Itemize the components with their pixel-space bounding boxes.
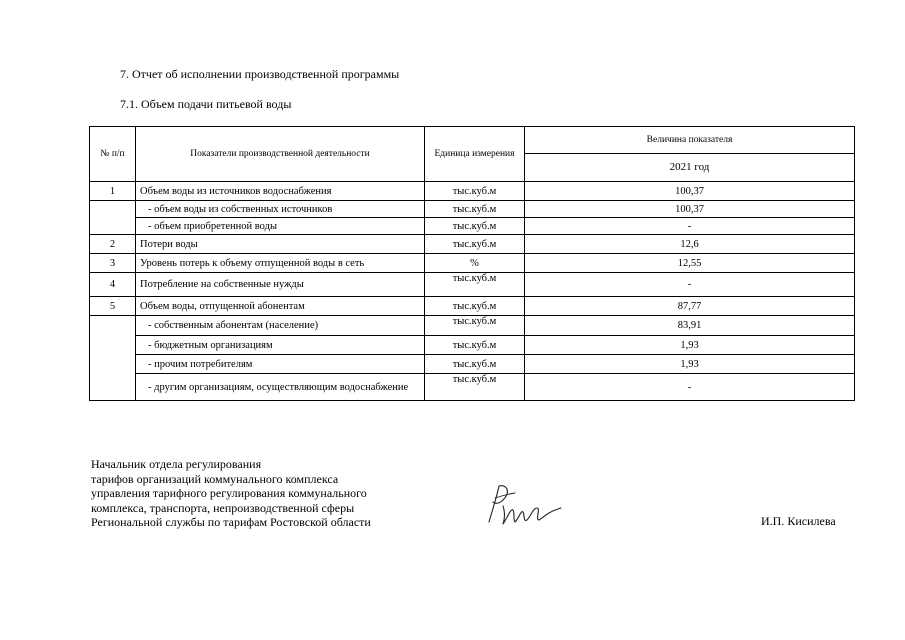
row-unit: тыс.куб.м [425, 297, 525, 316]
table-row [90, 254, 855, 273]
signatory-title [91, 457, 371, 530]
signatory-line: Региональной службы по тарифам Ростовской области [91, 515, 371, 529]
row-num: 2 [90, 235, 136, 254]
signatory-line: управления тарифного регулирования коммунального [91, 486, 367, 500]
handwritten-signature [485, 478, 565, 534]
row-value: 12,6 [525, 235, 855, 254]
header-num: № п/п [90, 127, 136, 182]
row-value: 100,37 [525, 201, 855, 218]
signatory-line: тарифов организаций коммунального комплекса [91, 471, 339, 486]
water-supply-table [89, 126, 855, 401]
signatory-line: комплекса, транспорта, непроизводственной сферы [91, 500, 355, 515]
row-indicator: - объем приобретенной воды [136, 218, 425, 235]
row-unit: тыс.куб.м [425, 218, 525, 235]
row-indicator: - другим организациям, осуществляющим водоснабжение [136, 374, 425, 401]
row-num: 1 [90, 182, 136, 201]
table-row [90, 218, 855, 235]
row-indicator: Объем воды из источников водоснабжения [136, 182, 425, 201]
table-header-row [90, 127, 855, 154]
row-value: 100,37 [525, 182, 855, 201]
row-indicator: Потери воды [136, 235, 425, 254]
row-value: 1,93 [525, 336, 855, 355]
row-value: 83,91 [525, 316, 855, 336]
subsection-title: 7.1. Объем подачи питьевой воды [120, 97, 292, 111]
table-row [90, 235, 855, 254]
row-value: - [525, 273, 855, 297]
table-row [90, 355, 855, 374]
row-indicator: - объем воды из собственных источников [136, 201, 425, 218]
row-indicator: Уровень потерь к объему отпущенной воды в сеть [136, 254, 425, 273]
table-row [90, 297, 855, 316]
row-num: 4 [90, 273, 136, 297]
row-unit: тыс.куб.м [425, 316, 525, 336]
table-row [90, 182, 855, 201]
header-value-group: Величина показателя [525, 127, 855, 154]
row-unit: тыс.куб.м [425, 355, 525, 374]
row-value: 12,55 [525, 254, 855, 273]
row-num: 3 [90, 254, 136, 273]
signatory-name: И.П. Кисилева [761, 514, 836, 528]
table-row [90, 336, 855, 355]
row-indicator: Объем воды, отпущенной абонентам [136, 297, 425, 316]
row-unit: тыс.куб.м [425, 201, 525, 218]
row-value: 1,93 [525, 355, 855, 374]
row-indicator: - собственным абонентам (население) [136, 316, 425, 336]
row-unit: тыс.куб.м [425, 235, 525, 254]
row-value: - [525, 218, 855, 235]
table-row [90, 201, 855, 218]
row-num [90, 316, 136, 401]
row-unit: тыс.куб.м [425, 182, 525, 201]
header-year: 2021 год [525, 154, 855, 182]
row-value: 87,77 [525, 297, 855, 316]
table-row [90, 273, 855, 297]
row-unit: % [425, 254, 525, 273]
table-row [90, 316, 855, 336]
row-value: - [525, 374, 855, 401]
row-unit: тыс.куб.м [425, 374, 525, 401]
row-indicator: - бюджетным организациям [136, 336, 425, 355]
header-indicator: Показатели производственной деятельности [136, 127, 425, 182]
header-unit: Единица измерения [425, 127, 525, 182]
table-row [90, 374, 855, 401]
row-indicator: Потребление на собственные нужды [136, 273, 425, 297]
signatory-line: Начальник отдела регулирования [91, 457, 262, 471]
row-unit: тыс.куб.м [425, 273, 525, 297]
section-title: 7. Отчет об исполнении производственной программы [120, 67, 400, 81]
row-indicator: - прочим потребителям [136, 355, 425, 374]
row-unit: тыс.куб.м [425, 336, 525, 355]
row-num [90, 201, 136, 235]
row-num: 5 [90, 297, 136, 316]
